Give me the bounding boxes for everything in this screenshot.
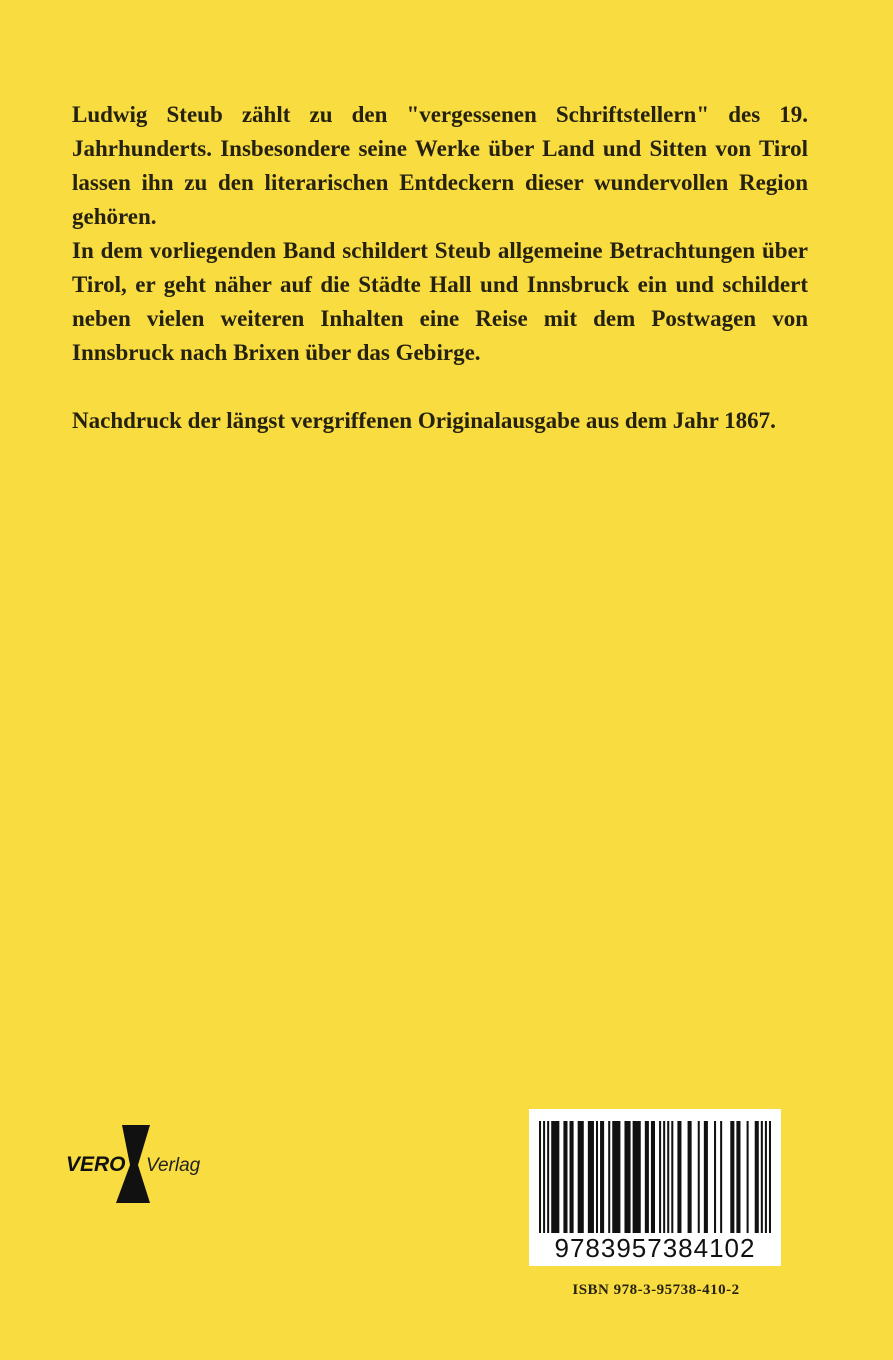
barcode-bar (563, 1121, 567, 1233)
barcode (529, 1109, 781, 1266)
barcode-bar (720, 1121, 722, 1233)
barcode-bar (730, 1121, 734, 1233)
barcode-bar (633, 1121, 641, 1233)
barcode-bar (543, 1121, 545, 1233)
blurb-text (72, 98, 808, 438)
barcode-bar (588, 1121, 594, 1233)
barcode-bar (624, 1121, 630, 1233)
barcode-bar (600, 1121, 604, 1233)
publisher-logo (66, 1125, 206, 1205)
barcode-bar (677, 1121, 681, 1233)
barcode-bar (667, 1121, 669, 1233)
blurb-paragraph-2: In dem vorliegenden Band schildert Steub allgemeine Betrachtungen über Tirol, er geht näher auf die Städte Hall und Innsbruck ein und schildert neben vielen weiteren Inhalten eine Reise mit dem Postwagen von Innsbruck nach Brixen über das Gebirge. (72, 238, 808, 365)
barcode-bar (747, 1121, 749, 1233)
barcode-bar (698, 1121, 700, 1233)
barcode-bar (704, 1121, 708, 1233)
barcode-bar (578, 1121, 584, 1233)
barcode-bar (659, 1121, 661, 1233)
barcode-bar (688, 1121, 692, 1233)
barcode-bar (651, 1121, 655, 1233)
barcode-bar (663, 1121, 665, 1233)
barcode-bar (608, 1121, 610, 1233)
barcode-bar (539, 1121, 541, 1233)
barcode-bar (671, 1121, 673, 1233)
logo-text-vero: VERO (66, 1153, 126, 1176)
blurb-paragraph-3: Nachdruck der längst vergriffenen Originalausgabe aus dem Jahr 1867. (72, 408, 776, 433)
logo-text-verlag: Verlag (146, 1155, 201, 1176)
barcode-bar (714, 1121, 716, 1233)
barcode-bar (755, 1121, 759, 1233)
barcode-bars (539, 1121, 771, 1233)
barcode-bar (761, 1121, 763, 1233)
barcode-bar (551, 1121, 559, 1233)
blurb-paragraph-1: Ludwig Steub zählt zu den "vergessenen Schriftstellern" des 19. Jahrhunderts. Insbesondere seine Werke über Land und Sitten von Tirol lassen ihn zu den literarischen Entdeckern dieser wundervollen Region gehören. (72, 102, 808, 229)
barcode-bar (765, 1121, 767, 1233)
barcode-bar (645, 1121, 649, 1233)
barcode-bar (736, 1121, 740, 1233)
barcode-bar (547, 1121, 549, 1233)
barcode-number: 9783957384102 (554, 1233, 756, 1263)
barcode-bar (612, 1121, 620, 1233)
isbn-label: ISBN 978-3-95738-410-2 (572, 1282, 740, 1298)
barcode-bar (570, 1121, 574, 1233)
barcode-bar (769, 1121, 771, 1233)
barcode-bar (596, 1121, 598, 1233)
